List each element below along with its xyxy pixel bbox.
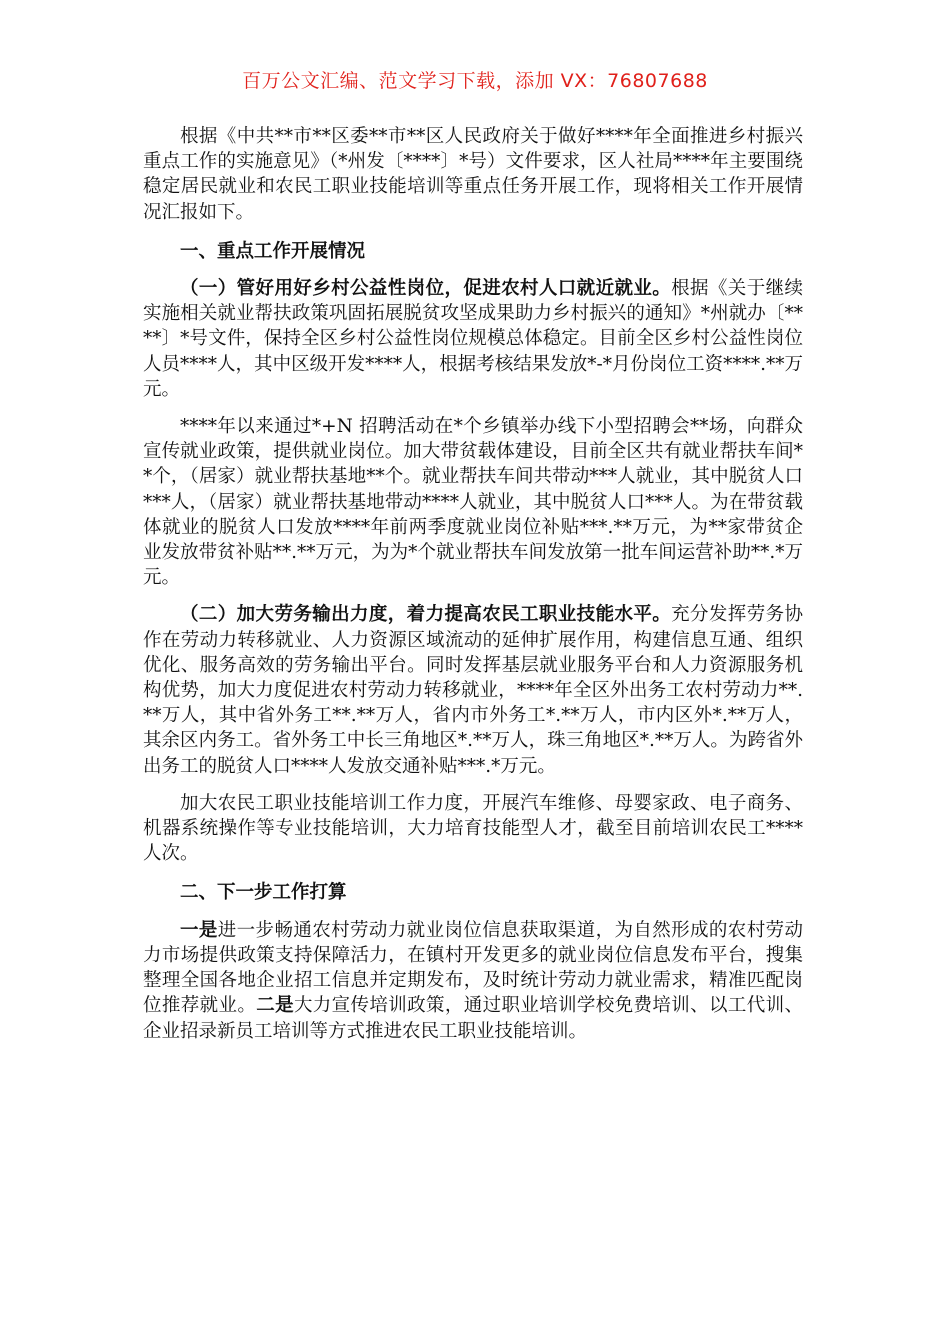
item2-title: （二）加大劳务输出力度，着力提高农民工职业技能水平。: [180, 604, 672, 626]
item2-body: 充分发挥劳务协作在劳动力转移就业、人力资源区域流动的延伸扩展作用，构建信息互通、组织优化、服务高效的劳务输出平台。同时发挥基层就业服务平台和人力资源服务机构优势，加大力度促进农村劳动力转移就业，****年全区外出务工农村劳动力**.**万人，其中省外务工**.**万人，省内市外务工*.**万人，市内区外*.**万人，其余区内务工。省外务工中长三角地区*.**万人，珠三角地区*.**万人。为跨省外出务工的脱贫人口****人发放交通补贴***.*万元。: [143, 604, 803, 777]
plan-body-2: 大力宣传培训政策，通过职业培训学校免费培训、以工代训、企业招录新员工培训等方式推进农民工职业技能培训。: [143, 995, 803, 1042]
plan-lead-2: 二是: [256, 995, 294, 1017]
item1-title: （一）管好用好乡村公益性岗位，促进农村人口就近就业。: [180, 278, 672, 300]
section-heading-2: 二、下一步工作打算: [180, 882, 347, 904]
item2-paragraph: [143, 602, 803, 778]
document-body: [143, 124, 803, 1044]
item1-paragraph: [143, 276, 803, 402]
intro-paragraph: 根据《中共**市**区委**市**区人民政府关于做好****年全面推进乡村振兴重点工作的实施意见》（*州发〔****〕*号）文件要求，区人社局****年主要围绕稳定居民就业和农民工职业技能培训等重点任务开展工作，现将相关工作开展情况汇报如下。: [143, 126, 803, 223]
plan-paragraph: [143, 918, 803, 1044]
plan-body-1: 进一步畅通农村劳动力就业岗位信息获取渠道，为自然形成的农村劳动力市场提供政策支持保障活力，在镇村开发更多的就业岗位信息发布平台，搜集整理全国各地企业招工信息并定期发布，及时统计劳动力就业需求，精准匹配岗位推荐就业。: [143, 919, 803, 1017]
item1-body: 根据《关于继续实施相关就业帮扶政策巩固拓展脱贫攻坚成果助力乡村振兴的通知》*州就办〔****〕*号文件，保持全区乡村公益性岗位规模总体稳定。目前全区乡村公益性岗位人员****人，其中区级开发****人，根据考核结果发放*-*月份岗位工资****.**万元。: [143, 278, 803, 400]
plan-lead-1: 一是: [180, 919, 218, 941]
item2-paragraph-2: 加大农民工职业技能培训工作力度，开展汽车维修、母婴家政、电子商务、机器系统操作等专业技能培训，大力培育技能型人才，截至目前培训农民工****人次。: [143, 792, 803, 865]
section-heading-1: 一、重点工作开展情况: [180, 240, 366, 262]
watermark-banner: 百万公文汇编、范文学习下载，添加 VX：76807688: [242, 70, 708, 92]
item1-paragraph-2: ****年以来通过*+N 招聘活动在*个乡镇举办线下小型招聘会**场，向群众宣传就业政策，提供就业岗位。加大带贫载体建设，目前全区共有就业帮扶车间**个，（居家）就业帮扶基地**个。就业帮扶车间共带动***人就业，其中脱贫人口***人，（居家）就业帮扶基地带动****人就业，其中脱贫人口***人。为在带贫载体就业的脱贫人口发放****年前两季度就业岗位补贴***.**万元，为**家带贫企业发放带贫补贴**.**万元，为为*个就业帮扶车间发放第一批车间运营补助**.*万元。: [143, 416, 803, 589]
